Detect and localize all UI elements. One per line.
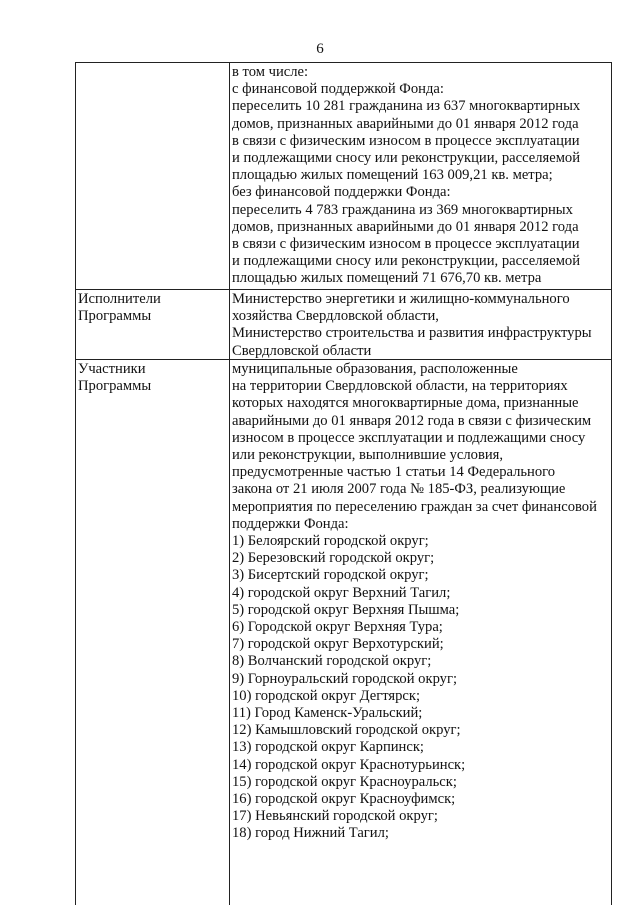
- cell-line: в связи с физическим износом в процессе эксплуатации: [232, 132, 580, 149]
- cell-line: которых находятся многоквартирные дома, признанные: [232, 395, 579, 412]
- cell-line: и подлежащими сносу или реконструкции, расселяемой: [232, 150, 581, 166]
- cell-line: и подлежащими сносу или реконструкции, расселяемой: [232, 253, 581, 270]
- list-item: 1) Белоярский городской округ;: [232, 533, 429, 549]
- list-item: 2) Березовский городской округ;: [232, 550, 435, 567]
- row-label: Участники: [78, 361, 146, 377]
- row-label: Программы: [78, 308, 152, 325]
- column-divider: [229, 62, 230, 905]
- cell-line: мероприятия по переселению граждан за счет финансовой: [232, 498, 597, 515]
- list-item: 4) городской округ Верхний Тагил;: [232, 584, 451, 601]
- cell-line: с финансовой поддержкой Фонда:: [232, 81, 444, 98]
- cell-line: поддержки Фонда:: [232, 515, 349, 532]
- cell-line: без финансовой поддержки Фонда:: [232, 184, 451, 201]
- list-item: 12) Камышловский городской округ;: [232, 722, 461, 739]
- cell-line: муниципальные образования, расположенные: [232, 361, 518, 377]
- table-border-top: [75, 62, 612, 63]
- cell-line: или реконструкции, выполнившие условия,: [232, 447, 504, 463]
- cell-line: площадью жилых помещений 71 676,70 кв. метра: [232, 270, 542, 287]
- list-item: 10) городской округ Дегтярск;: [232, 687, 421, 704]
- list-item: 11) Город Каменск-Уральский;: [232, 705, 423, 721]
- cell-line: предусмотренные частью 1 статьи 14 Федерального: [232, 464, 556, 481]
- page-number: 6: [316, 41, 324, 57]
- row-divider-2: [75, 359, 612, 360]
- list-item: 6) Городской округ Верхняя Тура;: [232, 619, 443, 635]
- list-item: 18) город Нижний Тагил;: [232, 825, 389, 842]
- list-item: 5) городской округ Верхняя Пышма;: [232, 601, 460, 618]
- cell-line: домов, признанных аварийными до 01 января 2012 года: [232, 218, 579, 235]
- list-item: 13) городской округ Карпинск;: [232, 739, 424, 756]
- list-item: 7) городской округ Верхотурский;: [232, 636, 444, 653]
- cell-line: на территории Свердловской области, на территориях: [232, 378, 568, 395]
- cell-line: переселить 4 783 гражданина из 369 многоквартирных: [232, 201, 573, 218]
- cell-line: аварийными до 01 января 2012 года в связи с физическим: [232, 412, 592, 429]
- row-label: Программы: [78, 378, 152, 395]
- cell-line: Министерство энергетики и жилищно-коммунального: [232, 291, 570, 307]
- cell-line: износом в процессе эксплуатации и подлежащими сносу: [232, 429, 586, 446]
- cell-line: Свердловской области: [232, 342, 372, 359]
- cell-line: площадью жилых помещений 163 009,21 кв. метра;: [232, 167, 553, 184]
- list-item: 15) городской округ Красноуральск;: [232, 773, 457, 790]
- list-item: 9) Горноуральский городской округ;: [232, 670, 458, 687]
- list-item: 17) Невьянский городской округ;: [232, 808, 438, 825]
- table-border-right: [611, 62, 612, 905]
- cell-line: Министерство строительства и развития инфраструктуры: [232, 325, 592, 342]
- cell-line: закона от 21 июля 2007 года № 185-ФЗ, реализующие: [232, 481, 566, 498]
- table-border-left: [75, 62, 76, 905]
- row-divider-1: [75, 289, 612, 290]
- row-label: Исполнители: [78, 291, 161, 307]
- list-item: 16) городской округ Красноуфимск;: [232, 791, 456, 807]
- cell-line: домов, признанных аварийными до 01 января 2012 года: [232, 115, 579, 132]
- cell-line: хозяйства Свердловской области,: [232, 308, 439, 325]
- list-item: 3) Бисертский городской округ;: [232, 567, 429, 584]
- cell-line: в том числе:: [232, 64, 309, 80]
- cell-line: переселить 10 281 гражданина из 637 многоквартирных: [232, 98, 581, 115]
- cell-line: в связи с физическим износом в процессе эксплуатации: [232, 236, 580, 252]
- list-item: 14) городской округ Краснотурьинск;: [232, 756, 466, 773]
- list-item: 8) Волчанский городской округ;: [232, 653, 432, 670]
